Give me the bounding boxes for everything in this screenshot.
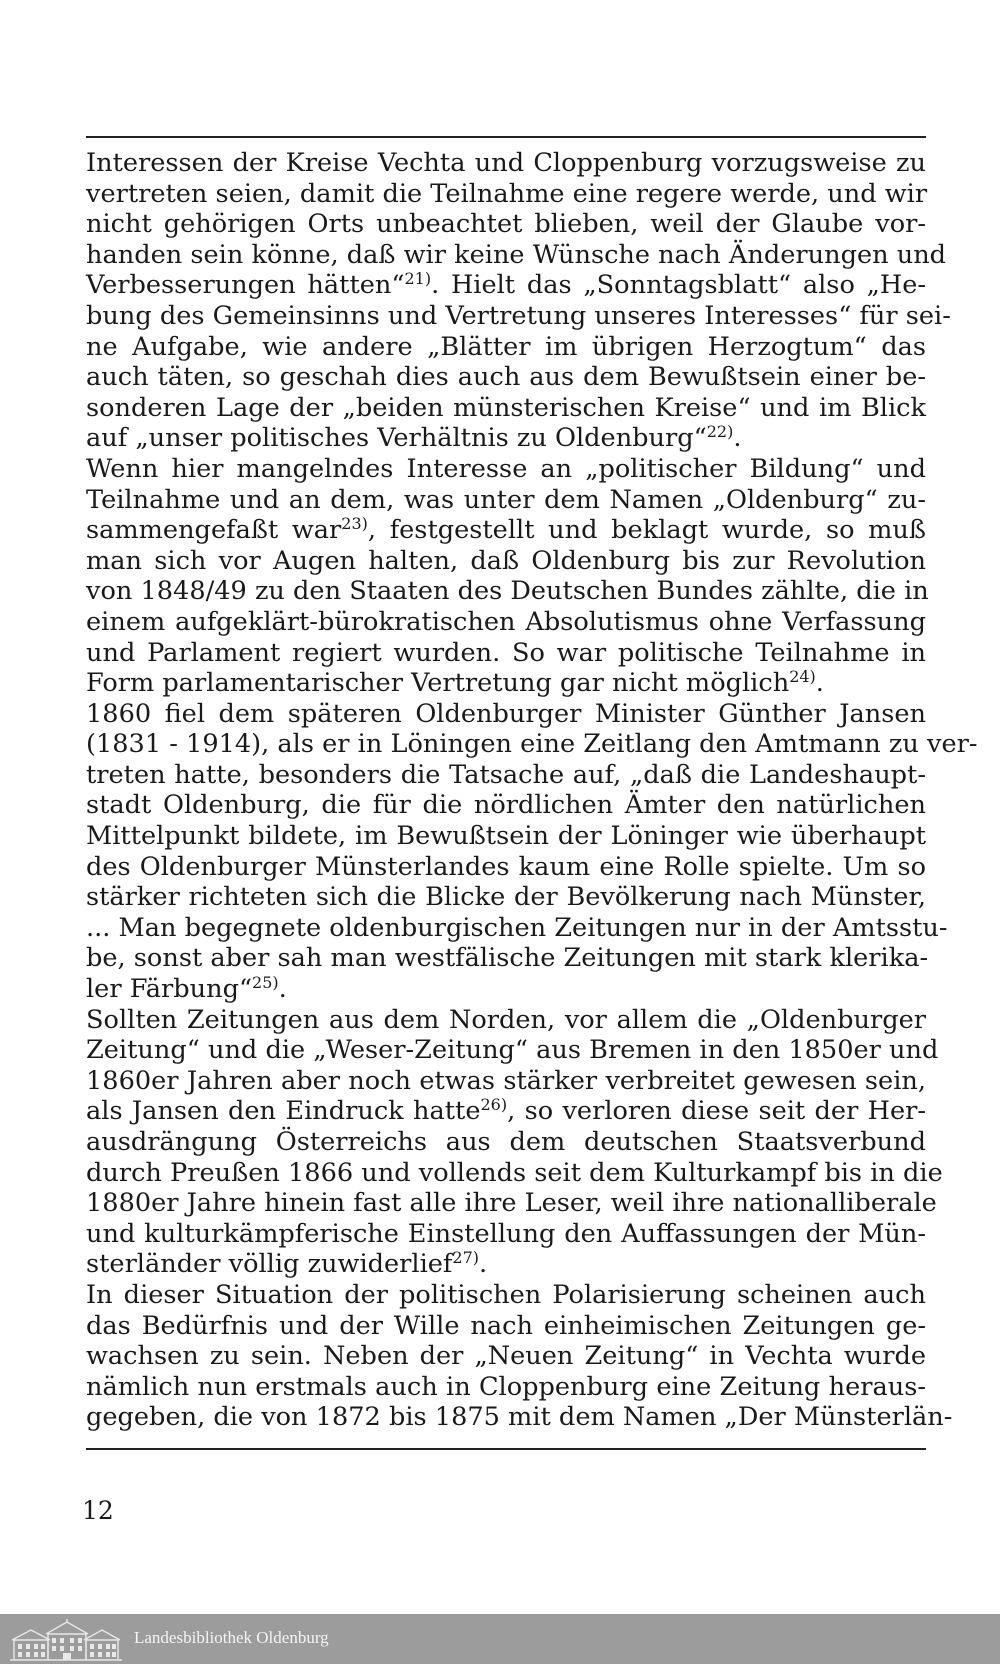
footnote-ref: 26): [480, 1095, 508, 1115]
text-line: durch Preußen 1866 und vollends seit dem Kulturkampf bis in die: [86, 1157, 943, 1188]
text-line: auch täten, so geschah dies auch aus dem Bewußtsein einer be-: [86, 362, 926, 393]
text-line: stadt Oldenburg, die für die nördlichen Ämter den natürlichen: [86, 790, 926, 821]
bottom-rule: [86, 1448, 926, 1450]
text-line: ne Aufgabe, wie andere „Blätter im übrigen Herzogtum“ das: [86, 331, 926, 362]
body-text: [86, 148, 978, 1433]
text-line: des Oldenburger Münsterlandes kaum eine Rolle spielte. Um so: [86, 851, 926, 882]
text-line: 1880er Jahre hinein fast alle ihre Leser, weil ihre nationalliberale: [86, 1188, 937, 1219]
text-line: 1860 fiel dem späteren Oldenburger Minister Günther Jansen: [86, 698, 926, 729]
text-line: und Parlament regiert wurden. So war politische Teilnahme in: [86, 637, 926, 668]
footnote-ref: 23): [341, 514, 368, 534]
paragraph: [86, 453, 929, 699]
text-line: Interessen der Kreise Vechta und Cloppenburg vorzugsweise zu: [86, 148, 926, 178]
text-line: auf „unser politisches Verhältnis zu Oldenburg“$^{22)}$.: [86, 422, 742, 454]
footnote-ref: 25): [252, 973, 279, 993]
paragraph: [86, 148, 951, 454]
text-line: Zeitung“ und die „Weser-Zeitung“ aus Bremen in den 1850er und: [86, 1035, 939, 1066]
text-line: sammengefaßt war$^{23)}$, festgestellt und beklagt wurde, so muß: [86, 514, 926, 546]
text-line: Wenn hier mangelndes Interesse an „politischer Bildung“ und: [86, 453, 926, 484]
text-line: handen sein könne, daß wir keine Wünsche nach Änderungen und: [86, 239, 947, 270]
text-line: Mittelpunkt bildete, im Bewußtsein der Löninger wie überhaupt: [86, 821, 926, 852]
text-line: einem aufgeklärt-bürokratischen Absolutismus ohne Verfassung: [86, 606, 926, 637]
text-line: als Jansen den Eindruck hatte$^{26)}$, so verloren diese seit der Her-: [86, 1095, 927, 1127]
text-line: bung des Gemeinsinns und Vertretung unseres Interesses“ für sei-: [86, 300, 951, 331]
text-line: nämlich nun erstmals auch in Cloppenburg eine Zeitung heraus-: [86, 1371, 926, 1402]
library-name: Landesbibliothek Oldenburg: [134, 1628, 329, 1647]
footnote-ref: 24): [789, 667, 816, 687]
text-line: wachsen zu sein. Neben der „Neuen Zeitung“ in Vechta wurde: [86, 1341, 926, 1372]
text-line: von 1848/49 zu den Staaten des Deutschen Bundes zählte, die in: [86, 576, 929, 607]
text-line: Sollten Zeitungen aus dem Norden, vor allem die „Oldenburger: [86, 1004, 926, 1035]
footnote-ref: 21): [404, 269, 432, 289]
text-line: man sich vor Augen halten, daß Oldenburg bis zur Revolution: [86, 545, 926, 576]
footer-bar: [0, 1614, 1000, 1664]
text-line: Teilnahme und an dem, was unter dem Namen „Oldenburg“ zu-: [86, 484, 926, 515]
text-line: Verbesserungen hätten“$^{21)}$. Hielt das „Sonntagsblatt“ also „He-: [86, 269, 926, 301]
text-line: und kulturkämpferische Einstellung den Auffassungen der Mün-: [86, 1218, 926, 1249]
paragraph: [86, 1279, 953, 1433]
text-line: sonderen Lage der „beiden münsterischen Kreise“ und im Blick: [86, 392, 926, 423]
paragraph: [86, 698, 978, 1005]
text-line: Form parlamentarischer Vertretung gar nicht möglich$^{24)}$.: [86, 667, 824, 699]
text-line: treten hatte, besonders die Tatsache auf, „daß die Landeshaupt-: [86, 759, 926, 790]
paragraph: [86, 1004, 943, 1280]
footnote-ref: 22): [706, 422, 734, 442]
text-line: gegeben, die von 1872 bis 1875 mit dem Namen „Der Münsterlän-: [86, 1402, 953, 1433]
page-number: 12: [82, 1496, 114, 1525]
text-line: ler Färbung“$^{25)}$.: [86, 973, 287, 1005]
footnote-ref: 27): [452, 1248, 479, 1268]
text-line: vertreten seien, damit die Teilnahme eine regere werde, und wir: [86, 178, 928, 209]
text-line: (1831 - 1914), als er in Löningen eine Zeitlang den Amtmann zu ver-: [86, 729, 978, 760]
text-line: das Bedürfnis und der Wille nach einheimischen Zeitungen ge-: [86, 1310, 926, 1341]
text-line: be, sonst aber sah man westfälische Zeitungen mit stark klerika-: [86, 943, 929, 974]
text-line: stärker richteten sich die Blicke der Bevölkerung nach Münster,: [86, 882, 926, 913]
top-rule: [86, 136, 926, 138]
text-line: sterländer völlig zuwiderlief$^{27)}$.: [86, 1248, 488, 1280]
text-line: nicht gehörigen Orts unbeachtet blieben, weil der Glaube vor-: [86, 209, 926, 240]
text-line: ... Man begegnete oldenburgischen Zeitungen nur in der Amtsstu-: [86, 912, 948, 943]
library-building-icon: [8, 1618, 124, 1662]
text-line: In dieser Situation der politischen Polarisierung scheinen auch: [86, 1279, 926, 1310]
text-line: ausdrängung Österreichs aus dem deutschen Staatsverbund: [86, 1127, 926, 1157]
text-line: 1860er Jahren aber noch etwas stärker verbreitet gewesen sein,: [86, 1065, 926, 1096]
